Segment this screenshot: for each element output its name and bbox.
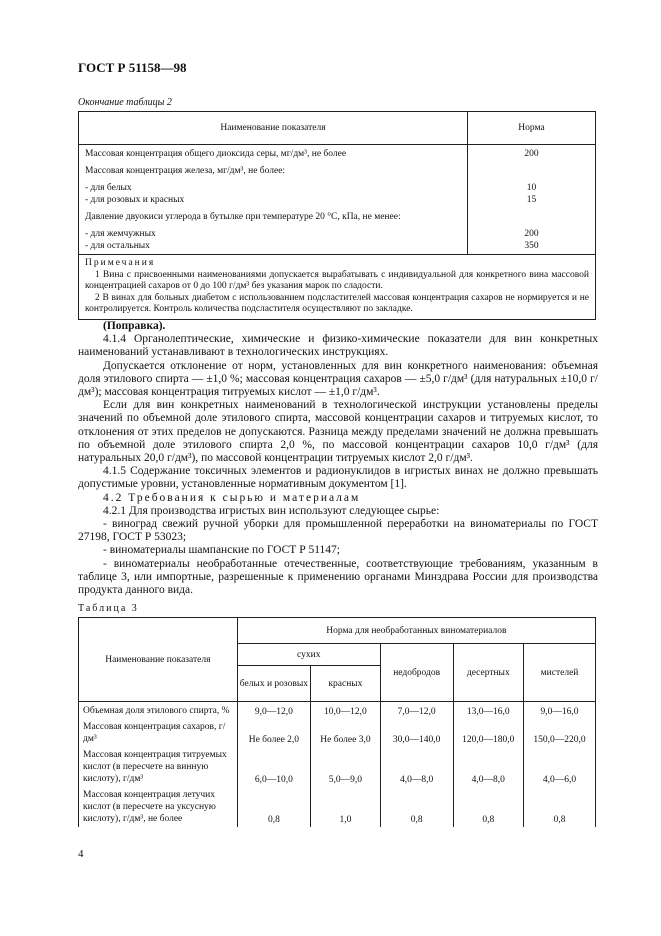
table2-col-norm: Норма [468,112,596,145]
table2-row-name: - для белых [85,183,132,193]
paragraph-4-1-4: 4.1.4 Органолептические, химические и физико-химические показатели для вин конкретных наименований устанавливают в технологических инструкциях. [78,333,598,359]
note-2: 2 В винах для больных диабетом с использованием подсластителей массовая концентрация сахаров не нормируется и не контролируется. Контроль количества подсластителя осуществляют по закладке. [85,292,589,314]
table3-cell: 4,0—8,0 [453,747,524,787]
table3-group-header: Норма для необработанных виноматериалов [237,618,595,644]
list-item: - виноматериалы необработанные отечественные, соответствующие требованиям, указанным в таблице 3, или импортные, разрешенные к применению органами Минздрава России для производства продукта данного вида. [78,557,598,597]
table3-col-dessert: десертных [453,644,524,702]
main-text [78,320,598,597]
table3-cell: 13,0—16,0 [453,702,524,720]
table3-col-mistelle: мистелей [524,644,596,702]
table3-row-name: Объемная доля этилового спирта, % [79,702,238,720]
table2-row-name: - для жемчужных [85,229,156,239]
paragraph-4-2-1: 4.2.1 Для производства игристых вин используют следующее сырье: [103,504,440,517]
table-3 [78,617,596,827]
table3-col-name: Наименование показателя [79,618,238,702]
table3-cell: 4,0—8,0 [380,747,453,787]
table3-cell: 5,0—9,0 [311,747,381,787]
table3-cell: 6,0—10,0 [237,747,310,787]
table3-cell: Не более 2,0 [237,719,310,747]
table2-names [79,145,468,255]
table3-cell: 120,0—180,0 [453,719,524,747]
table-row [79,702,596,720]
table2-row-name: Массовая концентрация общего диоксида серы, мг/дм³, не более [85,149,347,159]
table3-col-red: красных [311,666,381,702]
table2-row-norm: 350 [524,241,539,251]
table3-cell: 0,8 [237,787,310,827]
table3-cell: 10,0—12,0 [311,702,381,720]
table2-row-norm [474,211,589,223]
table2-col-name: Наименование показателя [79,112,468,145]
table2-row-norm: 10 [526,183,537,193]
table3-cell: 1,0 [311,787,381,827]
table3-row-name: Массовая концентрация сахаров, г/дм³ [79,719,238,747]
note-1: 1 Вина с присвоенными наименованиями допускается вырабатывать с индивидуальной для конкретного вина массовой концентрацией сахаров от 0 до 100 г/дм³ без указания марок по сладости. [85,269,589,291]
table-row [79,747,596,787]
table3-row-name: Массовая концентрация титруемых кислот (в пересчете на винную кислоту), г/дм³ [79,747,238,787]
table3-cell: 30,0—140,0 [380,719,453,747]
table-2 [78,111,596,320]
table3-cell: 0,8 [524,787,596,827]
section-4-2-heading: 4.2 Требования к сырью и материалам [103,491,361,504]
table2-row-norm [474,165,589,177]
notes-title: Примечания [85,258,156,268]
table2-row-norm: 200 [524,149,539,159]
table2-row-name: Массовая концентрация железа, мг/дм³, не более: [85,166,286,176]
table-row [79,719,596,747]
table3-caption: Таблица 3 [78,603,139,614]
table3-col-semi-fermented: недобродов [380,644,453,702]
table3-row-name: Массовая концентрация летучих кислот (в пересчете на уксусную кислоту), г/дм³, не более [79,787,238,827]
table3-cell: 0,8 [380,787,453,827]
table3-cell: 4,0—6,0 [524,747,596,787]
paragraph-limits: Если для вин конкретных наименований в технологической инструкции установлены пределы значений по объемной доле этилового спирта, массовой концентрации сахаров и титруемых кислот, то отклонения от этих пределов не допускаются. Разница между пределами значений не должна превышать по объемной доле этилового спирта 2,0 %, по массовой концентрации сахаров 10,0 г/дм³ (для натуральных 20,0 г/дм³), по массовой концентрации титруемых кислот 2,0 г/дм³. [78,399,598,465]
table3-cell: 9,0—16,0 [524,702,596,720]
table3-cell: 150,0—220,0 [524,719,596,747]
table3-col-white-rose: белых и розовых [237,666,310,702]
document-header: ГОСТ Р 51158—98 [78,60,187,75]
table2-notes [79,255,596,320]
page-number: 4 [78,848,84,860]
list-item: - виноград свежий ручной уборки для промышленной переработки на виноматериалы по ГОСТ 27198, ГОСТ Р 53023; [78,518,598,544]
table3-cell: Не более 3,0 [311,719,381,747]
list-item: - виноматериалы шампанские по ГОСТ Р 51147; [103,544,340,557]
table2-row-norm: 200 [524,229,539,239]
table2-row-name: - для остальных [85,241,150,251]
table2-row-name: Давление двуокиси углерода в бутылке при температуре 20 °С, кПа, не менее: [85,212,401,222]
table-row [79,787,596,827]
table3-col-dry: сухих [237,644,380,666]
table2-norms [468,145,596,255]
correction-label: (Поправка). [103,320,166,332]
paragraph-4-1-5: 4.1.5 Содержание токсичных элементов и радионуклидов в игристых винах не должно превышать допустимые уровни, установленные нормативным документом [1]. [78,465,598,491]
table2-caption: Окончание таблицы 2 [78,97,172,108]
table3-cell: 0,8 [453,787,524,827]
table3-cell: 9,0—12,0 [237,702,310,720]
paragraph-deviation: Допускается отклонение от норм, установленных для вин конкретного наименования: объемная доля этилового спирта — ±1,0 %; массовая концентрация сахаров — ±5,0 г/дм³ (для натуральных ±10,0 г/дм³); массовая концентрация титруемых кислот — ±1,0 г/дм³. [78,359,598,399]
table2-row-name: - для розовых и красных [85,195,185,205]
table2-row-norm: 15 [526,195,537,205]
table3-cell: 7,0—12,0 [380,702,453,720]
